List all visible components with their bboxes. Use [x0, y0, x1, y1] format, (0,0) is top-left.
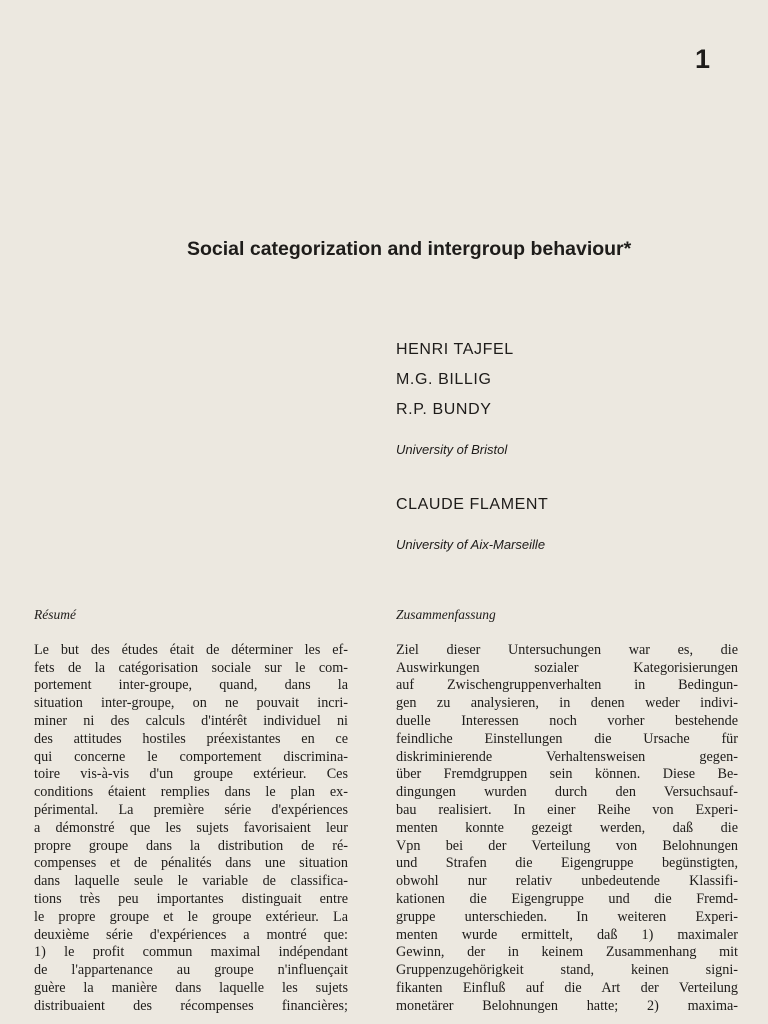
author-name: M.G. BILLIG	[396, 371, 492, 388]
text-line: menten konnte gezeigt werden, daß die	[396, 819, 738, 836]
resume-heading: Résumé	[34, 607, 76, 622]
text-line: gruppe unterschieden. In weiteren Experi-	[396, 908, 738, 925]
zusammenfassung-body	[396, 642, 738, 1016]
author-name: HENRI TAJFEL	[396, 341, 514, 358]
text-line: de l'appartenance au groupe n'influençait	[34, 962, 348, 979]
text-line: Ziel dieser Untersuchungen war es, die	[396, 641, 738, 658]
text-line: gen zu analysieren, in denen weder indivi-	[396, 695, 738, 712]
affiliation-bristol: University of Bristol	[396, 442, 508, 457]
text-line: des attitudes hostiles préexistantes en ce	[34, 730, 348, 747]
text-line: monetärer Belohnungen hatte; 2) maxima-	[396, 997, 738, 1014]
text-line: dans laquelle seule le variable de classifica-	[34, 873, 348, 890]
zusammenfassung-heading: Zusammenfassung	[396, 607, 496, 622]
text-line: tions très peu importantes distinguait entre	[34, 890, 348, 907]
author-name: R.P. BUNDY	[396, 401, 492, 418]
text-line: conditions étaient remplies dans le plan ex-	[34, 784, 348, 801]
text-line: guère la manière dans laquelle les sujets	[34, 979, 348, 996]
text-line: deuxième série d'expériences a montré que:	[34, 926, 348, 943]
text-line: 1) le profit commun maximal indépendant	[34, 944, 348, 961]
text-line: obwohl nur relativ unbedeutende Klassifi-	[396, 873, 738, 890]
text-line: Auswirkungen sozialer Kategorisierungen	[396, 659, 738, 676]
text-line: über Fremdgruppen sein können. Diese Be-	[396, 766, 738, 783]
text-line: situation inter-groupe, on ne pouvait incri-	[34, 695, 348, 712]
page-number: 1	[694, 44, 710, 74]
text-line: diskriminierende Verhaltensweisen gegen-	[396, 748, 738, 765]
article-title: Social categorization and intergroup behaviour*	[187, 238, 632, 260]
author-name: CLAUDE FLAMENT	[396, 496, 549, 513]
text-line: auf Zwischengruppenverhalten in Bedingun-	[396, 677, 738, 694]
text-line: fikanten Einfluß auf die Art der Verteilung	[396, 979, 738, 996]
text-line: feindliche Einstellungen die Ursache für	[396, 730, 738, 747]
text-line: toire vis-à-vis d'un groupe extérieur. Ces	[34, 766, 348, 783]
resume-column	[34, 606, 348, 1016]
text-line: und Strafen die Eigengruppe begünstigten,	[396, 855, 738, 872]
resume-body	[34, 642, 348, 1016]
author-block	[396, 340, 736, 552]
text-line: le propre groupe et le groupe extérieur. La	[34, 908, 348, 925]
text-line: duelle Interessen noch vorher bestehende	[396, 712, 738, 729]
affiliation-aix-marseille: University of Aix-Marseille	[396, 537, 546, 552]
text-line: périmental. La première série d'expériences	[34, 801, 348, 818]
text-line: Gewinn, der in keinem Zusammenhang mit	[396, 944, 738, 961]
text-line: propre groupe dans la distribution de ré-	[34, 837, 348, 854]
text-line: a démonstré que les sujets favorisaient leur	[34, 819, 348, 836]
zusammenfassung-column	[396, 606, 738, 1016]
text-line: compenses et de pénalités dans une situation	[34, 855, 348, 872]
text-line: dingungen wurden durch den Versuchsauf-	[396, 784, 738, 801]
text-line: kationen die Eigengruppe und die Fremd-	[396, 890, 738, 907]
text-line: Gruppenzugehörigkeit stand, keinen signi-	[396, 962, 738, 979]
text-line: qui concerne le comportement discrimina-	[34, 748, 348, 765]
text-line: portement inter-groupe, quand, dans la	[34, 677, 348, 694]
text-line: Le but des études était de déterminer les ef-	[34, 641, 348, 658]
text-line: distribuaient des récompenses financières;	[34, 997, 348, 1014]
text-line: fets de la catégorisation sociale sur le com-	[34, 659, 348, 676]
text-line: Vpn bei der Verteilung von Belohnungen	[396, 837, 738, 854]
text-line: bau realisiert. In einer Reihe von Experi-	[396, 801, 738, 818]
text-line: menten wurde ermittelt, daß 1) maximaler	[396, 926, 738, 943]
text-line: miner ni des calculs d'intérêt individuel ni	[34, 712, 348, 729]
